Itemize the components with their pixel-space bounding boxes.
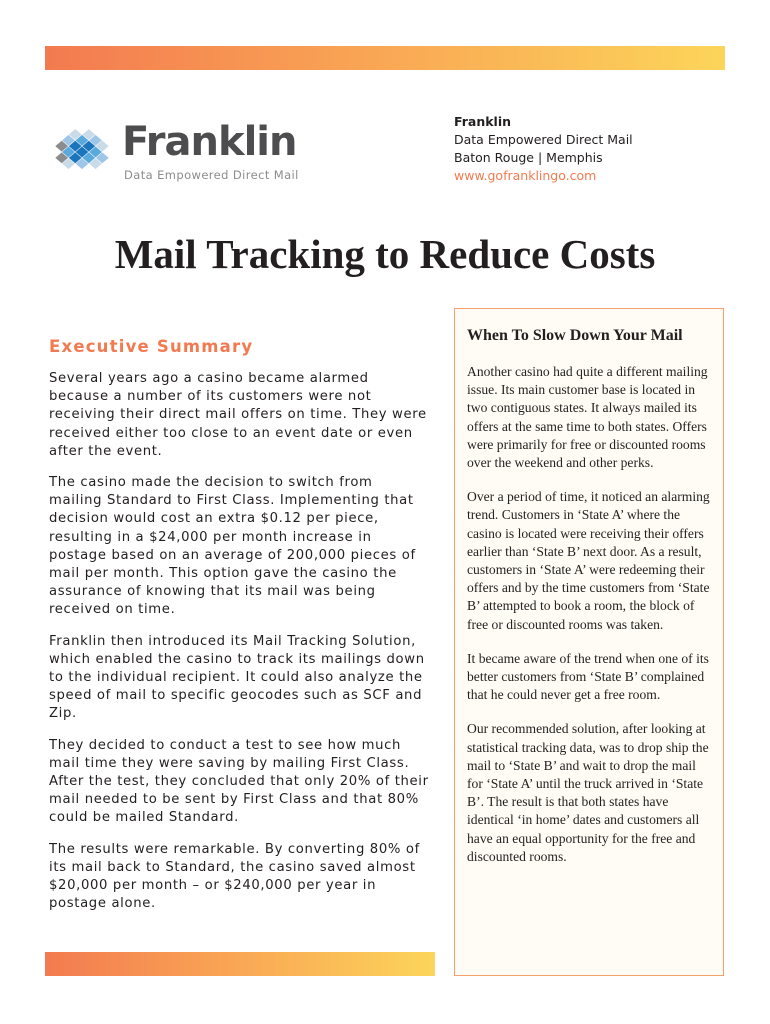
logo-wordmark: Franklin — [122, 119, 297, 165]
logo-tagline: Data Empowered Direct Mail — [124, 168, 299, 182]
bottom-gradient-bar — [45, 952, 435, 976]
logo-mark-icon — [44, 116, 120, 188]
website-link[interactable]: www.gofranklingo.com — [454, 168, 597, 183]
sidebar-paragraph: It became aware of the trend when one of its better customers from ‘State B’ complained that he could never get a free room. — [467, 650, 709, 703]
summary-paragraph: They decided to conduct a test to see how much mail time they were saving by mailing First Class. After the test, they concluded that only 20% of their mail needed to be sent by First Class and that 80% could be mailed Standard. — [49, 737, 429, 826]
sidebar-title: When To Slow Down Your Mail — [467, 327, 683, 344]
executive-summary-column — [49, 336, 429, 926]
sidebar-box — [454, 308, 724, 976]
summary-paragraph: Several years ago a casino became alarmed because a number of its customers were not receiving their direct mail offers on time. They were received either too close to an event date or even after the event. — [49, 371, 427, 459]
top-gradient-bar — [45, 46, 725, 70]
executive-summary-heading: Executive Summary — [49, 337, 254, 356]
summary-paragraph: The casino made the decision to switch from mailing Standard to First Class. Implementing that decision would cost an extra $0.12 per piece, resulting in a $24,000 per month increase in postage based on an average of 200,000 pieces of mail per month. This option gave the casino the assurance of knowing that its mail was being received on time. — [49, 475, 416, 618]
sidebar-paragraph: Our recommended solution, after looking at statistical tracking data, was to drop ship the mail to ‘State B’ and wait to drop the mail for ‘State A’ until the truck arrived in ‘State B’. The result is that both states have identical ‘in home’ dates and customers all have an equal opportunity for the free and discounted rooms. — [467, 721, 709, 864]
summary-paragraph: Franklin then introduced its Mail Tracking Solution, which enabled the casino to track its mailings down to the individual recipient. It could also analyze the speed of mail to specific geocodes such as SCF and Zip. — [49, 633, 425, 722]
contact-tagline: Data Empowered Direct Mail — [454, 132, 633, 147]
contact-block — [454, 113, 633, 185]
franklin-logo — [44, 116, 299, 188]
contact-cities: Baton Rouge | Memphis — [454, 150, 603, 165]
contact-name: Franklin — [454, 114, 512, 129]
sidebar-paragraph: Another casino had quite a different mailing issue. Its main customer base is located in two contiguous states. It always mailed its offers at the same time to both states. Offers were primarily for free or discounted rooms over the weekend and other perks. — [467, 364, 708, 471]
summary-paragraph: The results were remarkable. By converting 80% of its mail back to Standard, the casino saved almost $20,000 per month – or $240,000 per year in postage alone. — [49, 841, 420, 912]
page-title: Mail Tracking to Reduce Costs — [114, 231, 656, 277]
sidebar-paragraph: Over a period of time, it noticed an alarming trend. Customers in ‘State A’ where the casino is located were receiving their offers earlier than ‘State B’ next door. As a result, customers in ‘State A’ were redeeming their offers and by the time customers from ‘State B’ attempted to book a room, the block of free or discounted rooms was taken. — [467, 489, 710, 632]
